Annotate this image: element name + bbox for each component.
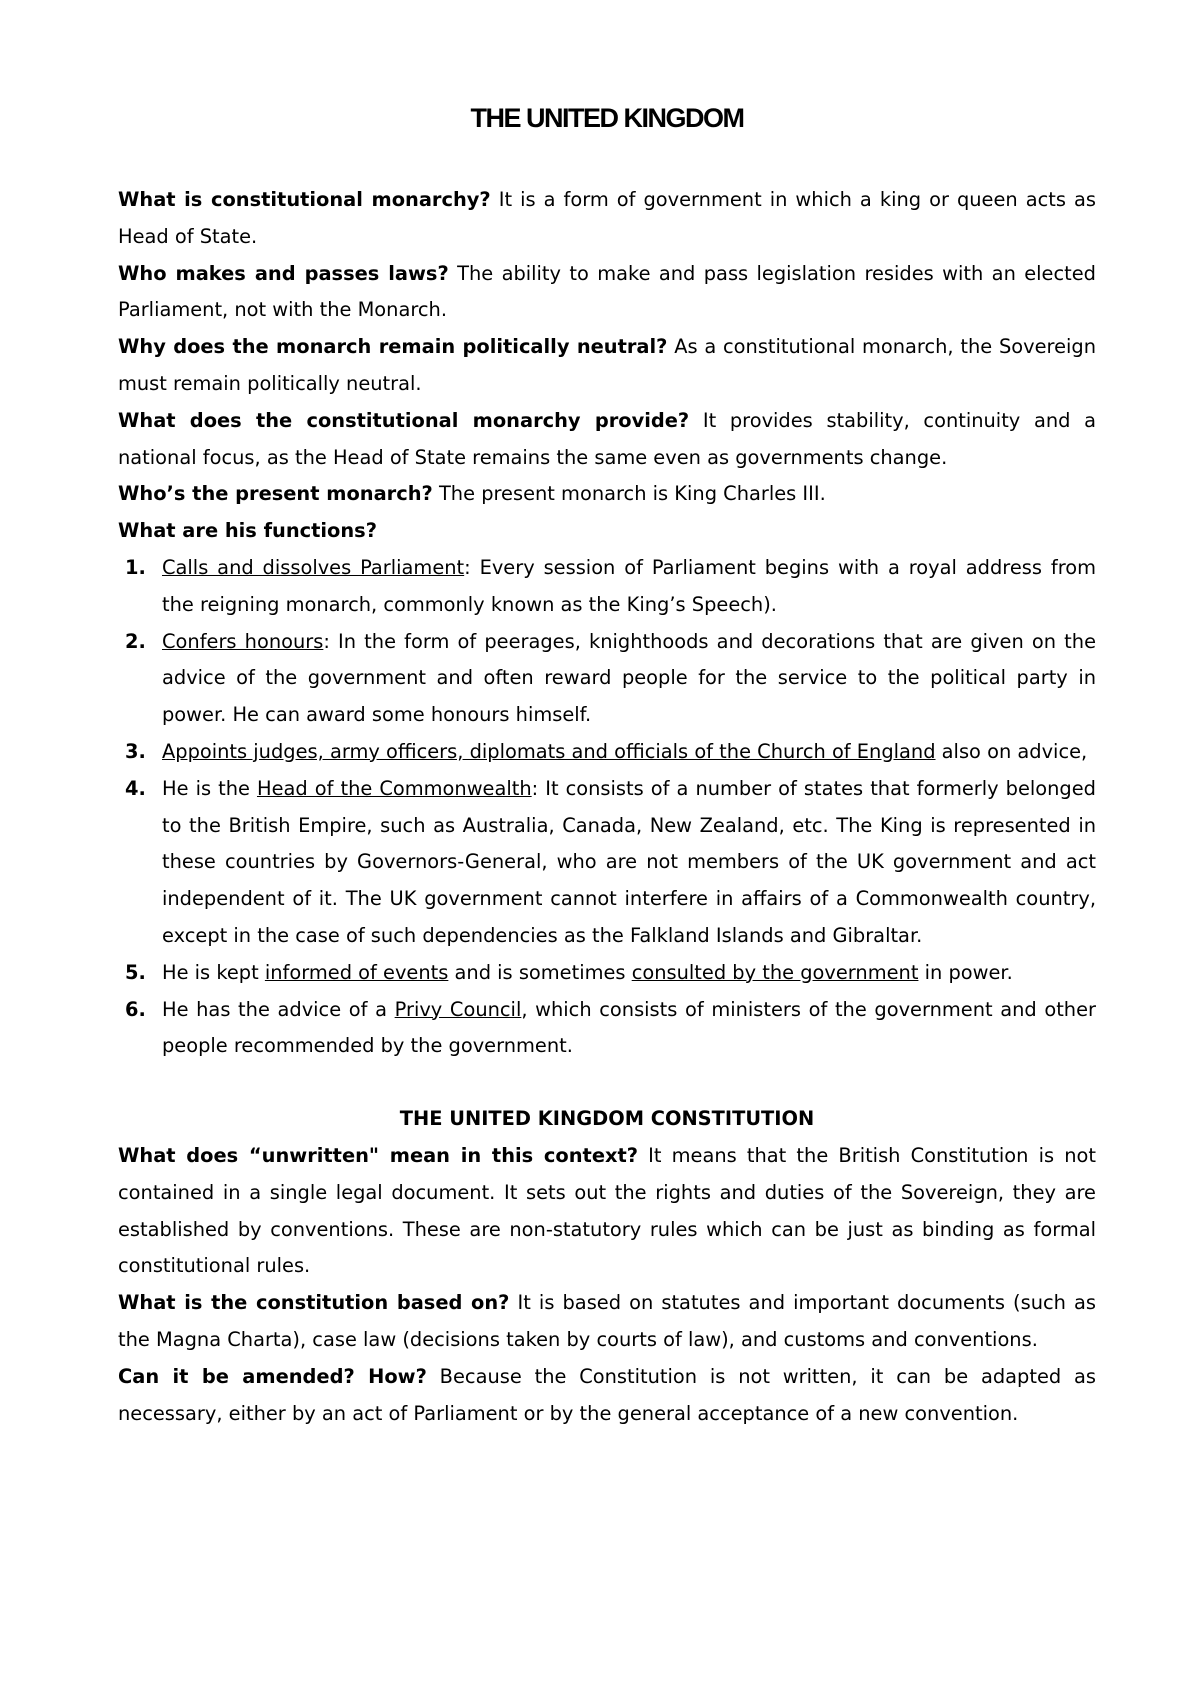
list-item <box>118 734 1096 771</box>
list-item <box>118 550 1096 624</box>
underlined-term: Confers honours <box>162 629 324 653</box>
list-number: 2. <box>125 629 146 653</box>
item-text: also on advice, <box>935 739 1088 763</box>
list-number: 4. <box>125 776 146 800</box>
item-text: He is the <box>162 776 257 800</box>
list-number: 3. <box>125 739 146 763</box>
answer: Because the Constitution is not written, it can be adapted as necessary, either by an act of Parliament or by the general acceptance of a new convention. <box>118 1364 1096 1425</box>
question: Who makes and passes laws? <box>118 261 449 285</box>
list-item <box>118 624 1096 734</box>
question: Can it be amended? How? <box>118 1364 427 1388</box>
item-text: He has the advice of a <box>162 997 395 1021</box>
monarchy-qa-section <box>118 182 1096 550</box>
qa-paragraph <box>118 256 1096 330</box>
answer: The ability to make and pass legislation resides with an elected Parliament, not with the Monarch. <box>118 261 1096 322</box>
list-number: 5. <box>125 960 146 984</box>
answer: As a constitutional monarch, the Sovereign must remain politically neutral. <box>118 335 1097 395</box>
qa-paragraph <box>118 1285 1096 1359</box>
answer: The present monarch is King Charles III. <box>432 482 826 506</box>
item-text: and is sometimes <box>448 960 632 984</box>
list-item <box>118 955 1096 992</box>
item-text: : It consists of a number of states that formerly belonged to the British Empire, such as Australia, Canada, New Zealand, etc. The King is represented in these countries by Governors-General, who are not members of the UK government and act independent of it. The UK government cannot interfere in affairs of a Commonwealth country, except in the case of such dependencies as the Falkland Islands and Gibraltar. <box>162 776 1096 947</box>
question: Why does the monarch remain politically neutral? <box>118 335 668 359</box>
answer: It is based on statutes and important documents (such as the Magna Charta), case law (decisions taken by courts of law), and customs and conventions. <box>118 1291 1097 1351</box>
question: Who’s the present monarch? <box>118 482 433 506</box>
qa-paragraph <box>118 329 1096 403</box>
item-text: : In the form of peerages, knighthoods and decorations that are given on the advice of the government and often reward people for the service to the political party in power. He can award some honours himself. <box>162 629 1096 727</box>
qa-paragraph <box>118 1138 1096 1285</box>
underlined-term: informed of events <box>264 960 449 984</box>
underlined-term: Calls and dissolves Parliament <box>162 555 465 579</box>
question: What is the constitution based on? <box>118 1291 510 1315</box>
answer: It is a form of government in which a king or queen acts as Head of State. <box>118 188 1097 248</box>
underlined-term: Head of the Commonwealth <box>256 776 532 800</box>
item-text: : Every session of Parliament begins with a royal address from the reigning monarch, commonly known as the King’s Speech). <box>162 555 1096 616</box>
section-heading: THE UNITED KINGDOM CONSTITUTION <box>399 1107 815 1131</box>
qa-paragraph <box>118 1359 1096 1433</box>
underlined-term: Privy Council <box>394 997 522 1021</box>
functions-list <box>118 550 1096 1065</box>
question: What does the constitutional monarchy provide? <box>118 408 690 432</box>
qa-paragraph <box>118 182 1096 256</box>
page-title: THE UNITED KINGDOM <box>470 103 744 133</box>
underlined-term: Appoints judges, army officers, diplomats and officials of the Church of England <box>162 739 936 763</box>
qa-paragraph <box>118 476 1096 513</box>
qa-paragraph <box>118 403 1096 477</box>
item-text: in power. <box>918 960 1013 984</box>
list-number: 6. <box>125 997 146 1021</box>
constitution-qa-section <box>118 1138 1096 1432</box>
list-number: 1. <box>125 555 146 579</box>
list-item <box>118 771 1096 955</box>
underlined-term: consulted by the government <box>631 960 919 984</box>
answer: It means that the British Constitution is not contained in a single legal document. It sets out the rights and duties of the Sovereign, they are established by conventions. These are non-statutory rules which can be just as binding as formal constitutional rules. <box>118 1143 1096 1278</box>
item-text: He is kept <box>162 960 265 984</box>
question: What is constitutional monarchy? <box>118 188 491 211</box>
functions-question: What are his functions? <box>118 519 377 543</box>
item-text: , which consists of ministers of the government and other people recommended by the government. <box>162 997 1097 1058</box>
question: What does “unwritten" mean in this context? <box>118 1143 639 1167</box>
list-item <box>118 992 1096 1066</box>
answer: It provides stability, continuity and a national focus, as the Head of State remains the same even as governments change. <box>118 408 1096 469</box>
